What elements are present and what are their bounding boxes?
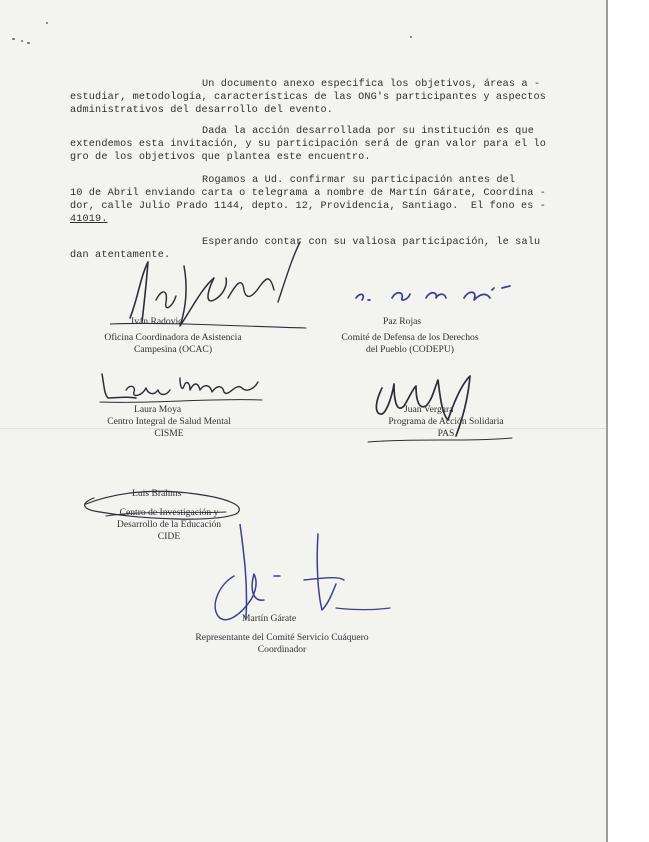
signatory-name: Luis Brahms — [132, 488, 182, 499]
scan-speck — [27, 42, 30, 44]
signatory-organization-abbr: del Pueblo (CODEPU) — [366, 344, 454, 355]
paragraph-2-line-1: Dada la acción desarrollada por su institución es que — [202, 126, 534, 137]
scan-speck — [410, 36, 412, 38]
signatory-organization-abbr: PAS — [437, 428, 455, 439]
paragraph-4-line-1: Esperando contar con su valiosa participación, le salu — [202, 237, 541, 248]
signatory-organization: Comité de Defensa de los Derechos — [341, 332, 479, 343]
handwritten-signature — [204, 524, 404, 634]
signatory-name: Juan Vergara — [404, 404, 454, 415]
paragraph-4-line-2: dan atentamente. — [70, 250, 171, 261]
signatory-organization: Centro de Investigación y — [119, 507, 219, 518]
signatory-name: Martín Gárate — [242, 613, 297, 624]
signatory-name: Iván Radovic — [131, 316, 183, 327]
signatory-role: Coordinador — [257, 644, 307, 655]
scan-speck — [12, 38, 15, 40]
signatory-organization: Oficina Coordinadora de Asistencia — [104, 332, 242, 343]
handwritten-signature — [352, 284, 522, 308]
paragraph-1-line-2: estudiar, metodología, características de las ONG's participantes y aspectos — [70, 92, 547, 103]
signatory-organization-abbr: CIDE — [157, 531, 181, 542]
paragraph-1-line-3: administrativos del desarrollo del evento. — [70, 105, 334, 116]
paragraph-2-line-3: gro de los objetivos que plantea este encuentro. — [70, 152, 371, 163]
scan-margin — [608, 0, 649, 842]
paragraph-2-line-2: extendemos esta invitación, y su participación será de gran valor para el lo — [70, 139, 547, 150]
paragraph-1-line-1: Un documento anexo especifica los objetivos, áreas a - — [202, 79, 541, 90]
handwritten-signature — [96, 368, 266, 408]
signatory-organization: Programa de Acción Solidaria — [388, 416, 504, 427]
paragraph-3-line-4: 41019. — [70, 214, 108, 225]
paragraph-3-line-1: Rogamos a Ud. confirmar su participación antes del — [202, 175, 516, 186]
signatory-name: Paz Rojas — [383, 316, 422, 327]
signatory-organization: Centro Integral de Salud Mental — [107, 416, 231, 427]
paragraph-3-line-3: dor, calle Julio Prado 1144, depto. 12, Providencia, Santiago. El fono es - — [70, 201, 547, 212]
signatory-organization: Representante del Comité Servicio Cuáquero — [195, 632, 369, 643]
scan-speck — [46, 22, 48, 24]
signatory-organization-line-2: Desarrollo de la Educación — [116, 519, 222, 530]
signatory-name: Laura Moya — [134, 404, 182, 415]
paragraph-3-line-2: 10 de Abril enviando carta o telegrama a nombre de Martín Gárate, Coordina - — [70, 188, 547, 199]
signatory-organization-abbr: Campesina (OCAC) — [133, 344, 213, 355]
signatory-organization-abbr: CISME — [154, 428, 184, 439]
scan-speck — [21, 40, 23, 42]
